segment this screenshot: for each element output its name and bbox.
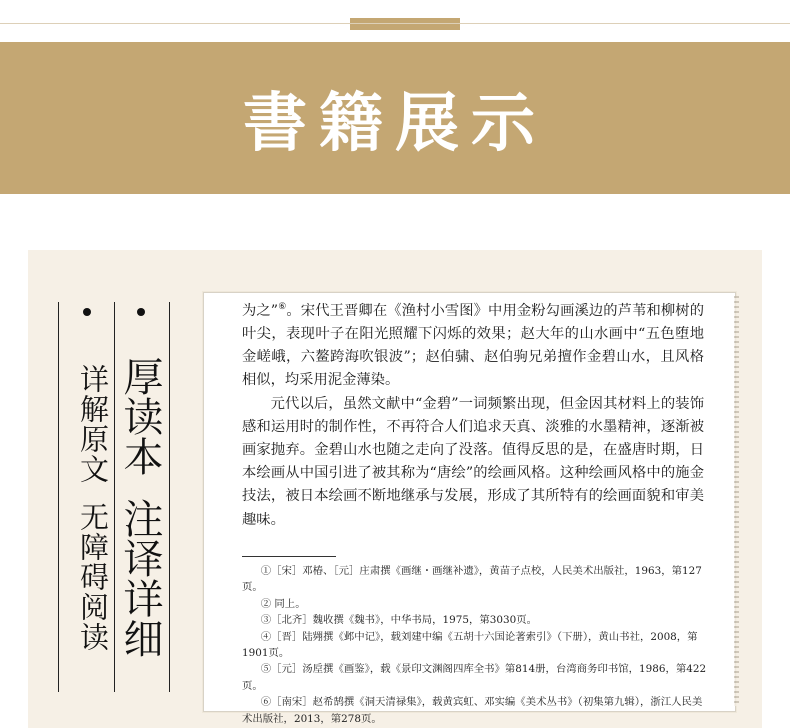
footnotes: [242, 563, 708, 727]
footnote: ①［宋］邓椿、［元］庄肃撰《画继・画继补遗》，黄苗子点校，人民美术出版社，1963，第127页。: [242, 565, 702, 594]
feature-phrase: 无障碍阅读: [76, 502, 110, 652]
header-banner: [0, 42, 790, 194]
note-marker: ⑥: [278, 302, 287, 312]
paragraph-text: 为之”: [242, 302, 279, 319]
page-body: [242, 296, 704, 532]
footnote: ⑤［元］汤垕撰《画鉴》，载《景印文渊阁四库全书》第814册，台湾商务印书馆，1986，第422页。: [242, 663, 707, 692]
sidebar-column-large: [113, 302, 170, 692]
footnote: ⑥［南宋］赵希鹄撰《洞天清禄集》，载黄宾虹、邓实编《美术丛书》（初集第九辑），浙江人民美术出版社，2013，第278页。: [242, 696, 703, 725]
top-divider: [0, 23, 790, 24]
feature-phrase: 厚读本: [117, 356, 163, 476]
sidebar-feature-text: [113, 322, 169, 692]
footnote: ② 同上。: [260, 597, 306, 610]
footnote-rule: [242, 556, 336, 557]
feature-phrase: 注译详细: [117, 498, 163, 658]
top-accent-bar: [350, 18, 460, 30]
footnote: ③［北齐］魏收撰《魏书》，中华书局，1975，第3030页。: [260, 614, 537, 627]
page-title: 書籍展示: [243, 86, 547, 161]
bullet-dot: [83, 308, 91, 316]
paragraph: [242, 296, 704, 393]
sidebar-column-small: [58, 302, 115, 692]
bullet-dot: [137, 308, 145, 316]
sidebar-feature-text: [59, 328, 114, 688]
feature-phrase: 详解原文: [76, 364, 110, 484]
footnote: ④［晋］陆翙撰《邺中记》，载刘建中编《五胡十六国论著索引》（下册），黄山书社，2008，第1901页。: [242, 630, 698, 660]
paragraph-text: 。宋代王晋卿在《渔村小雪图》中用金粉勾画溪边的芦苇和柳树的叶尖，表现叶子在阳光照耀下闪烁的效果；赵大年的山水画中“五色堕地金嵯峨，六鳌跨海吹银波”；赵伯骕、赵伯驹兄弟擅作金碧山水，且风格相似，均采用泥金薄染。: [242, 302, 704, 389]
page-stack-edge: [734, 296, 739, 706]
paragraph: 元代以后，虽然文献中“金碧”一词频繁出现，但金因其材料上的装饰感和运用时的制作性，不再符合人们追求天真、淡雅的水墨精神，逐渐被画家抛弃。金碧山水也随之走向了没落。值得反思的是，在盛唐时期，日本绘画从中国引进了被其称为“唐绘”的绘画风格。这种绘画风格中的施金技法，被日本绘画不断地继承与发展，形成了其所特有的绘画面貌和审美趣味。: [242, 395, 704, 528]
